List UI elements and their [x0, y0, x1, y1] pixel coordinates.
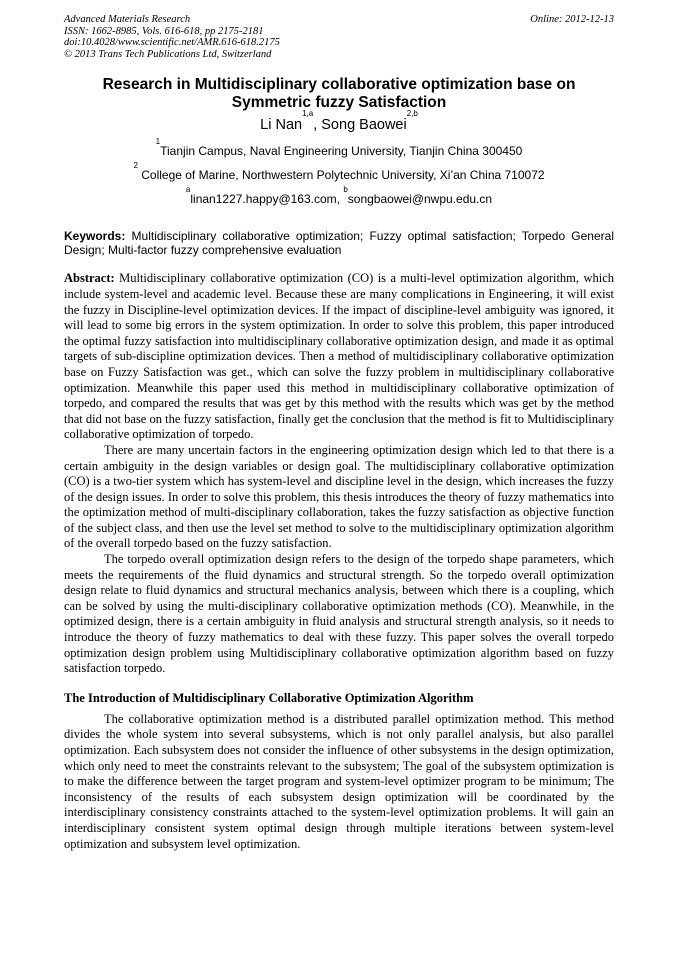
- email-a: linan1227.happy@163.com,: [190, 192, 344, 207]
- abstract-label: Abstract:: [64, 271, 115, 286]
- author-1-sup: 1,a: [302, 109, 314, 119]
- section-paragraph-1: The collaborative optimization method is a distributed parallel optimization method. This method divides the whole system into several subsystems, which is not only parallel analysis, but also parallel optimization. Each subsystem does not consider the influence of other subsystems in the design optimization, which only need to meet the constraints relevant to the subsystem; The goal of the subsystem optimization is to make the difference between the target program and system-level optimizer program to be minimum; The inconsistency of the results of each subsystem design optimization will be coordinated by the interdisciplinary consistency constraints attached to the system-level optimization problems. It will gain an interdisciplinary consistent system optimal design through multiple iterations between system-level optimization and subsystem level optimization.: [64, 711, 614, 851]
- affiliation-1: [64, 137, 614, 159]
- abstract-block: [64, 271, 614, 443]
- author-1-name: Li Nan: [260, 117, 303, 134]
- intro-paragraph-2: The torpedo overall optimization design refers to the design of the torpedo shape parameters, which meets the requirements of the fluid dynamics and structural strength. So the torpedo overall optimization design relate to fluid dynamics and structural mechanics analysis, between which there is a coupling, which can be solved by using the multi-disciplinary collaborative optimization methods (CO). Meanwhile, in the optimized design, there is a certain ambiguity in fluid analysis and structural strength analysis, so it needs to introduce the theory of fuzzy mathematics to deal with these fuzzy. This paper solves the overall torpedo optimization design problem using Multidisciplinary collaborative optimization algorithm based on fuzzy satisfaction torpedo.: [64, 552, 614, 676]
- affiliation-2-text: College of Marine, Northwestern Polytechnic University, Xi’an China 710072: [137, 168, 545, 183]
- author-list: [64, 109, 614, 134]
- journal-name: Advanced Materials Research: [64, 14, 191, 25]
- paper-title: [64, 76, 614, 112]
- author-2-sup: 2,b: [406, 109, 418, 119]
- issn-line: ISSN: 1662-8985, Vols. 616-618, pp 2175-2181: [64, 25, 264, 37]
- author-2-name: Song Baowei: [321, 117, 407, 134]
- intro-paragraph-1: There are many uncertain factors in the engineering optimization design which led to that there is a certain ambiguity in the design variables or design goal. The multidisciplinary collaborative optimization (CO) is a two-tier system which has system-level and discipline level in the design, which increases the fuzzy of the design issues. In order to solve this problem, this thesis introduces the theory of fuzzy mathematics into the optimization method of multi-disciplinary collaboration, takes the fuzzy satisfaction as objective function of the subject class, and then use the level set method to solve to the multidisciplinary optimization algorithm of the overall torpedo based on the fuzzy satisfaction.: [64, 442, 614, 551]
- email-b-sup: b: [343, 185, 348, 195]
- affiliation-2: [64, 161, 614, 183]
- copyright-line: © 2013 Trans Tech Publications Ltd, Switzerland: [64, 48, 272, 60]
- email-a-sup: a: [185, 185, 191, 195]
- affiliation-2-sup: 2: [133, 161, 138, 171]
- doi-line: doi:10.4028/www.scientific.net/AMR.616-618.2175: [64, 37, 280, 49]
- title-line-1: Research in Multidisciplinary collaborative optimization base on: [102, 76, 576, 94]
- online-date: Online: 2012-12-13: [530, 14, 614, 25]
- title-line-2: Symmetric fuzzy Satisfaction: [231, 94, 447, 112]
- email-b: songbaowei@nwpu.edu.cn: [347, 192, 493, 207]
- section-heading: The Introduction of Multidisciplinary Collaborative Optimization Algorithm: [64, 690, 474, 705]
- paper-page: [64, 14, 614, 852]
- affiliation-1-text: Tianjin Campus, Naval Engineering University, Tianjin China 300450: [160, 144, 523, 159]
- keywords-block: [64, 229, 614, 257]
- abstract-text: Multidisciplinary collaborative optimization (CO) is a multi-level optimization algorithm, which include system-level and academic level. Because these are many complications in Engineering, it will exist the fuzzy in Discipline-level optimization devices. If the impact of discipline-level ambiguity was ignored, it will lead to some big errors in the system optimization. In order to solve this problem, this paper introduced the optimal fuzzy satisfaction into multidisciplinary collaborative optimization design, and made it as optimal targets of sub-discipline optimization devices. Then a method of multidisciplinary collaborative optimization base on Fuzzy Satisfaction was get., which can solve the fuzzy problem in multidisciplinary collaborative optimization. Meanwhile this paper used this method in multidisciplinary collaborative optimization of torpedo, and compared the results that was get by this method with the results which was get by the method that did not base on the fuzzy satisfaction, finally get the conclusion that the method is fit to Multidisciplinary collaborative optimization of torpedo.: [64, 271, 614, 442]
- journal-header: [64, 14, 614, 60]
- keywords-label: Keywords:: [64, 229, 126, 244]
- author-emails: [64, 185, 614, 207]
- author-separator: ,: [313, 117, 322, 134]
- keywords-text: Multidisciplinary collaborative optimization; Fuzzy optimal satisfaction; Torpedo General Design; Multi-factor fuzzy comprehensive evaluation: [64, 229, 614, 258]
- affiliation-1-sup: 1: [155, 137, 161, 147]
